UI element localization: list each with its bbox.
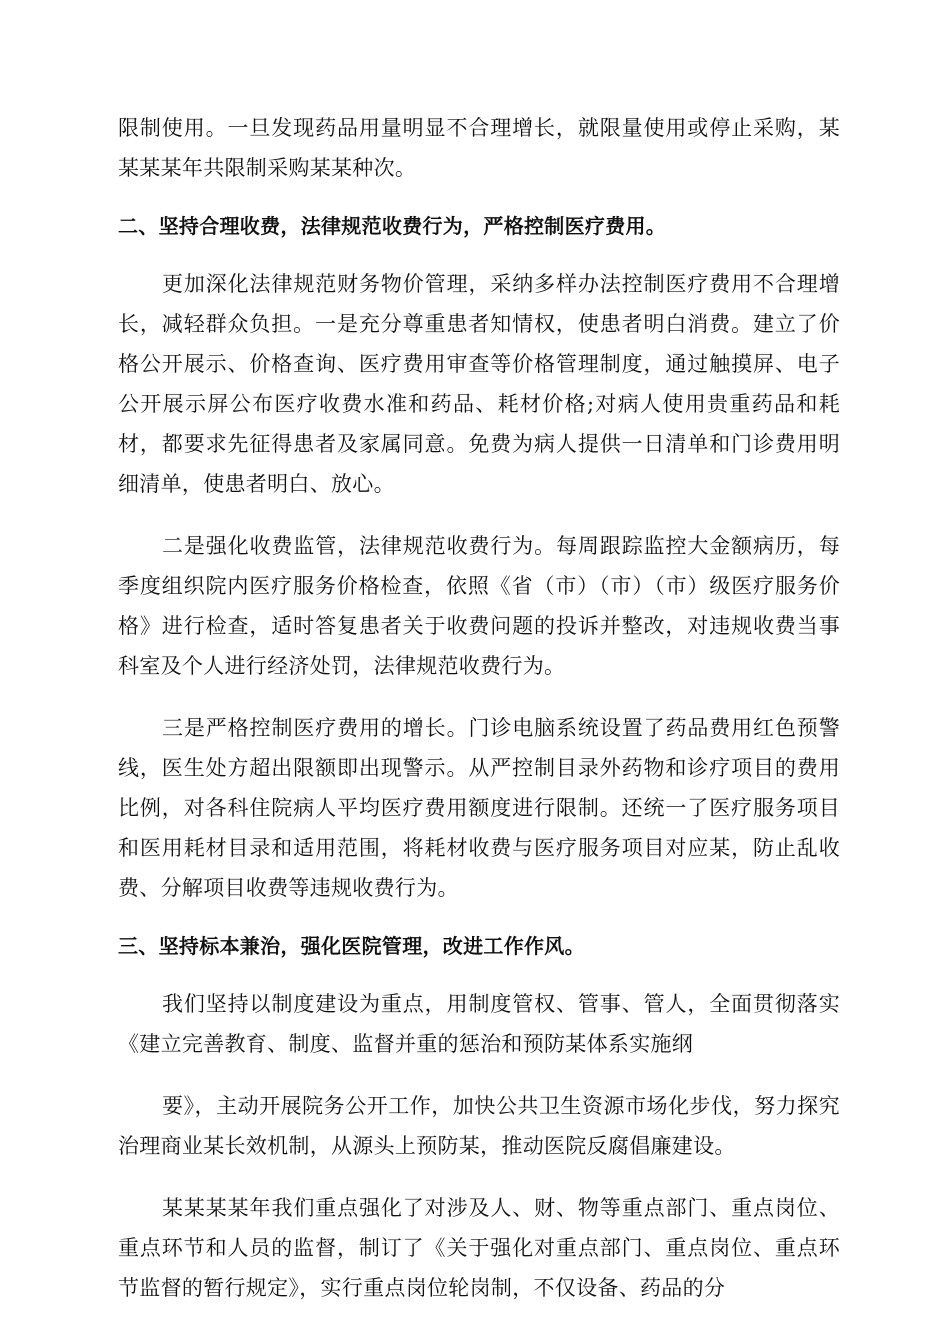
paragraph-fee-supervision: 二是强化收费监管，法律规范收费行为。每周跟踪监控大金额病历，每季度组织院内医疗服务价格检查，依照《省（市）（市）（市）级医疗服务价格》进行检查，适时答复患者关于收费问题的投诉并整改，对违规收费当事科室及个人进行经济处罚，法律规范收费行为。 — [118, 534, 840, 678]
paragraph-key-supervision: 某某某某年我们重点强化了对涉及人、财、物等重点部门、重点岗位、重点环节和人员的监督，制订了《关于强化对重点部门、重点岗位、重点环节监督的暂行规定》，实行重点岗位轮岗制，不仅设备、药品的分 — [118, 1196, 840, 1300]
paragraph-system-building-cont: 要》，主动开展院务公开工作，加快公共卫生资源市场化步伐，努力探究治理商业某长效机制，从源头上预防某，推动医院反腐倡廉建设。 — [118, 1094, 840, 1158]
section-heading-3: 三、坚持标本兼治，强化医院管理，改进工作作风。 — [118, 934, 585, 958]
paragraph-fee-management: 更加深化法律规范财务物价管理，采纳多样办法控制医疗费用不合理增长，减轻群众负担。一是充分尊重患者知情权，使患者明白消费。建立了价格公开展示、价格查询、医疗费用审查等价格管理制度，通过触摸屏、电子公开展示屏公布医疗收费水准和药品、耗材价格;对病人使用贵重药品和耗材，都要求先征得患者及家属同意。免费为病人提供一日清单和门诊费用明细清单，使患者明白、放心。 — [118, 272, 840, 496]
document-page — [118, 108, 840, 1308]
paragraph-drug-restriction: 限制使用。一旦发现药品用量明显不合理增长，就限量使用或停止采购，某某某某年共限制采购某某种次。 — [118, 116, 840, 180]
paragraph-system-building: 我们坚持以制度建设为重点，用制度管权、管事、管人，全面贯彻落实《建立完善教育、制度、监督并重的惩治和预防某体系实施纲 — [118, 992, 840, 1056]
section-heading-2: 二、坚持合理收费，法律规范收费行为，严格控制医疗费用。 — [118, 214, 667, 238]
paragraph-cost-control: 三是严格控制医疗费用的增长。门诊电脑系统设置了药品费用红色预警线，医生处方超出限额即出现警示。从严控制目录外药物和诊疗项目的费用比例，对各科住院病人平均医疗费用额度进行限制。还统一了医疗服务项目和医用耗材目录和适用范围，将耗材收费与医疗服务项目对应某，防止乱收费、分解项目收费等违规收费行为。 — [118, 716, 840, 900]
